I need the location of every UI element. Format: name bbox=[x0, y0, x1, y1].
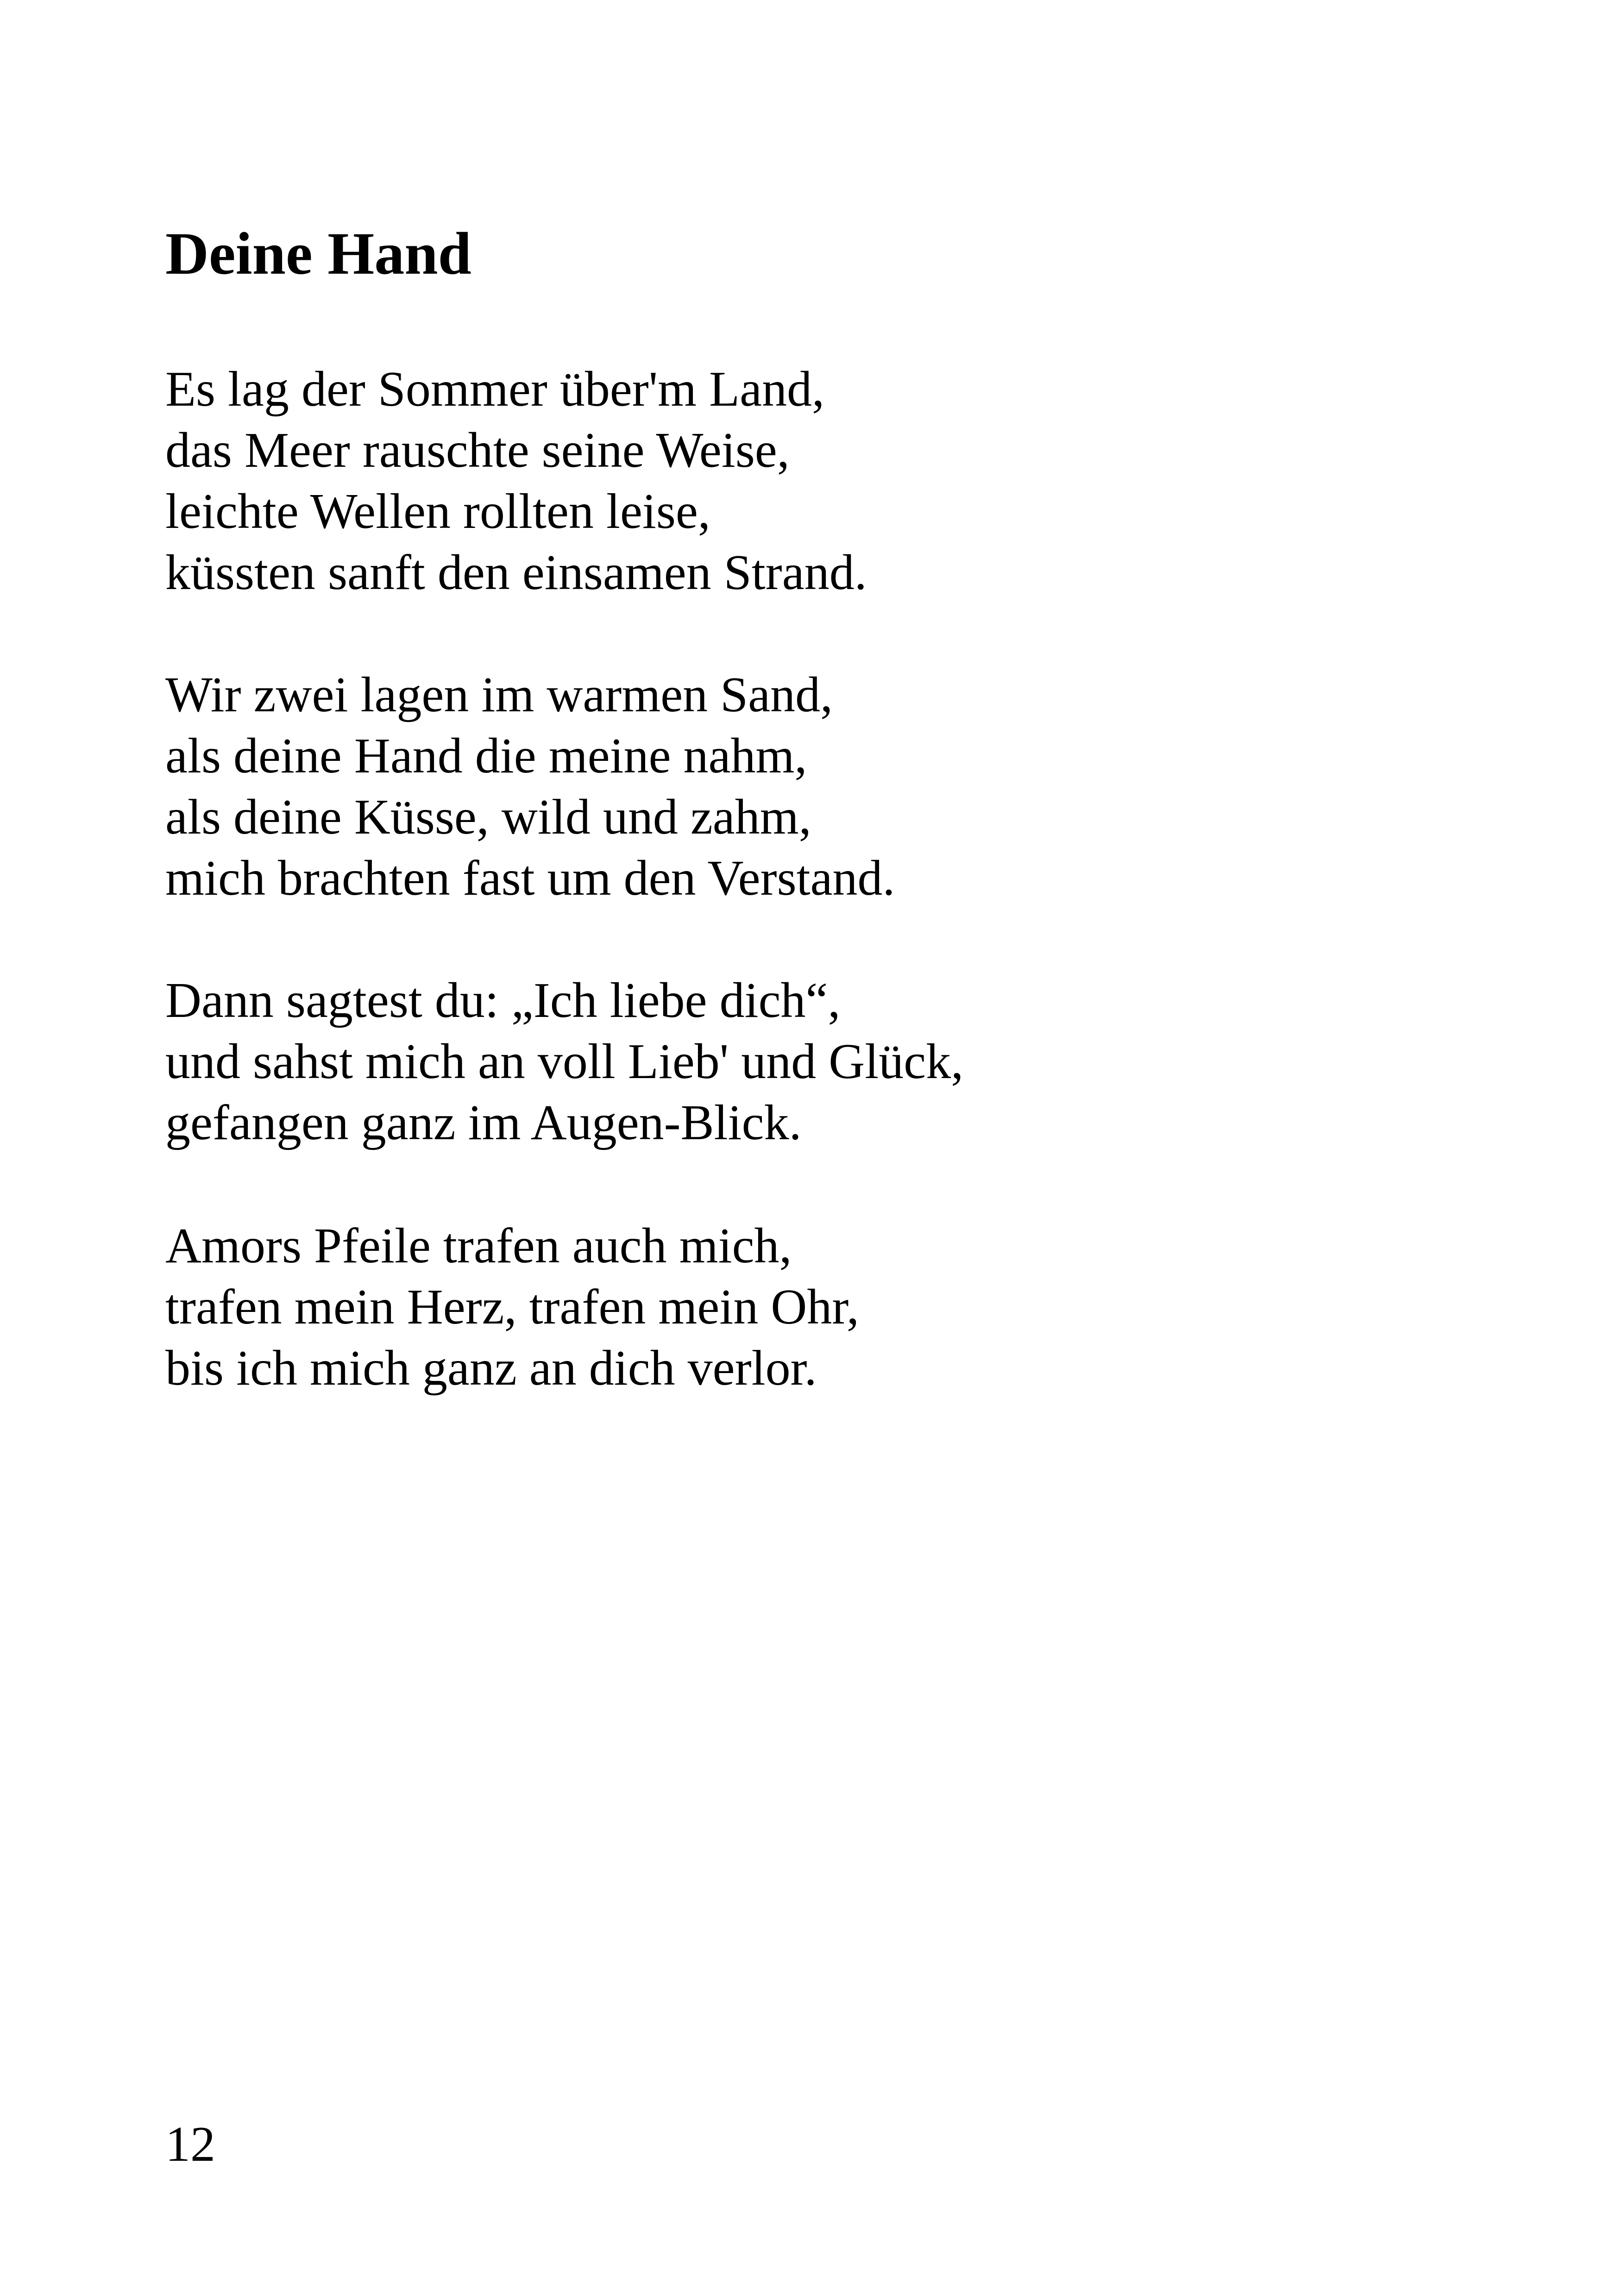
stanza bbox=[165, 1216, 859, 1399]
stanza bbox=[165, 359, 867, 603]
poem-line: Dann sagtest du: „Ich liebe dich“, bbox=[165, 973, 841, 1028]
poem-line: Es lag der Sommer über'm Land, bbox=[165, 362, 825, 417]
poem-line: als deine Küsse, wild und zahm, bbox=[165, 790, 811, 845]
poem-line: küssten sanft den einsamen Strand. bbox=[165, 545, 867, 600]
poem-line: trafen mein Herz, trafen mein Ohr, bbox=[165, 1280, 859, 1335]
stanza bbox=[165, 665, 895, 909]
poem-line: leichte Wellen rollten leise, bbox=[165, 484, 710, 539]
page-number: 12 bbox=[165, 2117, 215, 2172]
poem-line: bis ich mich ganz an dich verlor. bbox=[165, 1341, 817, 1396]
poem-line: mich brachten fast um den Verstand. bbox=[165, 851, 895, 906]
poem-line: als deine Hand die meine nahm, bbox=[165, 728, 807, 784]
poem-line: Amors Pfeile trafen auch mich, bbox=[165, 1218, 792, 1273]
poem-line: das Meer rauschte seine Weise, bbox=[165, 423, 790, 478]
poem-line: und sahst mich an voll Lieb' und Glück, bbox=[165, 1034, 964, 1089]
poem-title: Deine Hand bbox=[165, 220, 471, 287]
poem-line: gefangen ganz im Augen-Blick. bbox=[165, 1095, 802, 1150]
stanza bbox=[165, 970, 963, 1154]
poem-line: Wir zwei lagen im warmen Sand, bbox=[165, 667, 833, 722]
